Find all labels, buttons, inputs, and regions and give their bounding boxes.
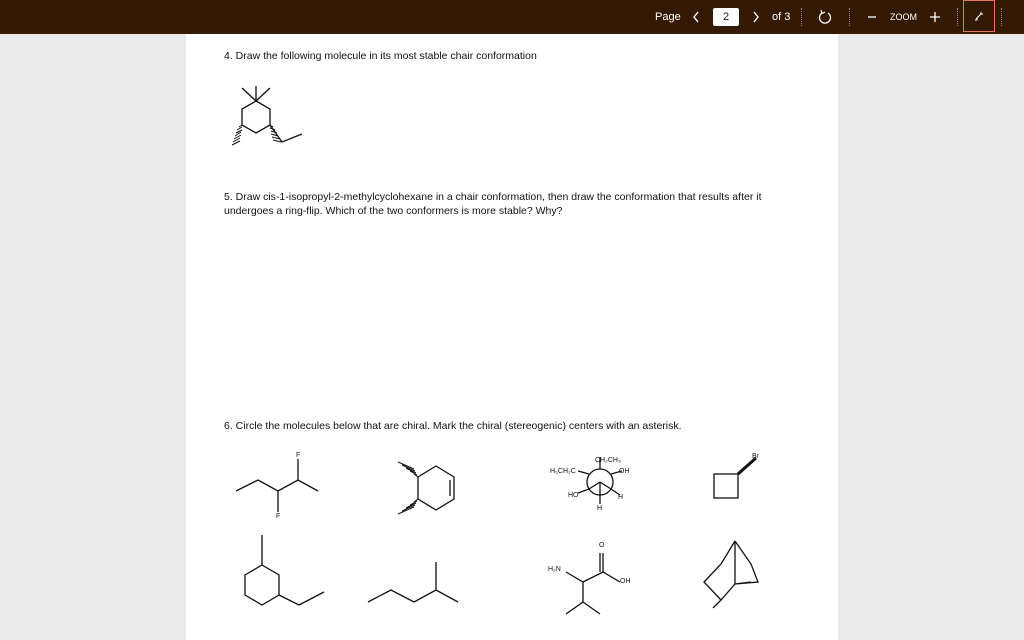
rotate-button[interactable] bbox=[817, 0, 833, 34]
amine-label: H₂N bbox=[548, 566, 561, 573]
acid-hydroxyl-label: OH bbox=[620, 578, 631, 585]
collapse-button[interactable] bbox=[963, 0, 995, 32]
difluoro-alkane bbox=[236, 459, 318, 512]
zoom-in-button[interactable] bbox=[928, 0, 942, 34]
zoom-out-button[interactable] bbox=[866, 0, 878, 34]
question-5-line-2: undergoes a ring-flip. Which of the two conformers is more stable? Why? bbox=[224, 205, 563, 217]
q4-cyclohexane-molecule bbox=[242, 86, 302, 142]
divider bbox=[957, 8, 959, 26]
molecule-drawings bbox=[186, 34, 838, 640]
ethyl-label: CH₂CH₃ bbox=[595, 457, 621, 464]
zoom-out-icon bbox=[866, 0, 878, 34]
divider bbox=[849, 8, 851, 26]
fluorine-label-bottom: F bbox=[276, 513, 281, 520]
rotate-icon bbox=[817, 0, 833, 34]
branched-alkane bbox=[368, 562, 458, 602]
pdf-toolbar bbox=[0, 0, 1024, 34]
prev-page-button[interactable] bbox=[690, 0, 702, 34]
hydrogen-right-label: H bbox=[618, 494, 624, 501]
page-label: Page bbox=[655, 11, 681, 23]
page-count: of 3 bbox=[772, 11, 791, 23]
ethyl-left-label: H₃CH₂C bbox=[550, 468, 576, 475]
substituted-cyclohexane bbox=[245, 535, 324, 605]
question-6: 6. Circle the molecules below that are chiral. Mark the chiral (stereogenic) centers with an asterisk. bbox=[224, 420, 682, 432]
chevron-right-icon bbox=[750, 0, 762, 34]
next-page-button[interactable] bbox=[750, 0, 762, 34]
document-page bbox=[186, 34, 838, 640]
question-4: 4. Draw the following molecule in its most stable chair conformation bbox=[224, 50, 537, 62]
zoom-label: ZOOM bbox=[890, 12, 917, 22]
hydroxyl-left-label: HO bbox=[568, 492, 579, 499]
zoom-in-icon bbox=[928, 0, 942, 34]
hydroxyl-right-label: OH bbox=[619, 468, 630, 475]
newman-projection bbox=[578, 457, 622, 504]
divider bbox=[1001, 8, 1003, 26]
collapse-icon bbox=[964, 1, 994, 31]
bromine-label: Br bbox=[752, 453, 759, 460]
question-5-line-1: 5. Draw cis-1-isopropyl-2-methylcyclohexane in a chair conformation, then draw the conformation that results after it bbox=[224, 191, 762, 203]
fluorine-label-top: F bbox=[296, 452, 301, 459]
amino-acid-molecule bbox=[566, 553, 620, 614]
cyclobutane-molecule bbox=[714, 474, 738, 498]
carbonyl-oxygen-label: O bbox=[599, 542, 605, 549]
chevron-left-icon bbox=[690, 0, 702, 34]
divider bbox=[801, 8, 803, 26]
cyclohexene-molecule bbox=[418, 466, 454, 510]
page-number-input[interactable]: 2 bbox=[713, 8, 739, 26]
hydrogen-bottom-label: H bbox=[597, 505, 603, 512]
bicyclic-molecule bbox=[704, 541, 758, 608]
